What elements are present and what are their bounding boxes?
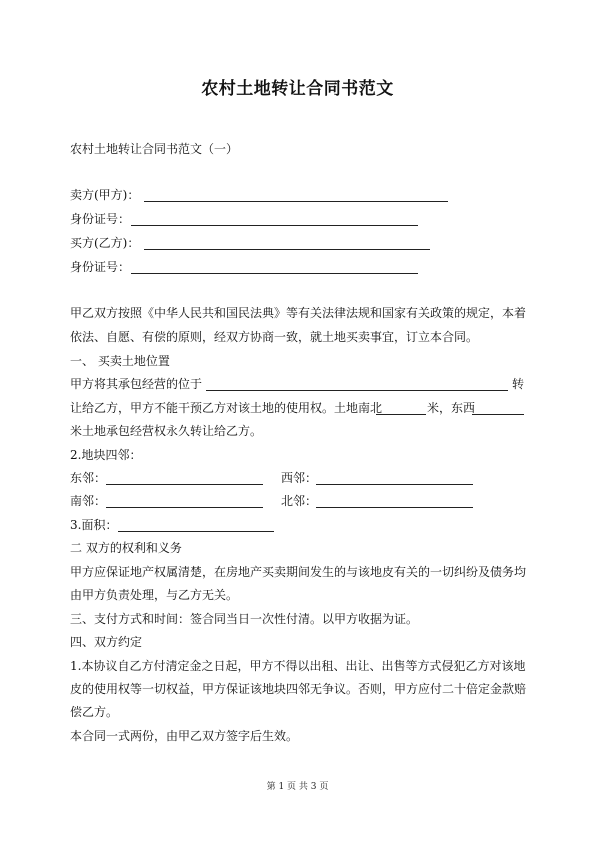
south-neighbor-label: 南邻：	[70, 494, 107, 508]
buyer-id-label: 身份证号：	[70, 260, 131, 274]
seller-id-label: 身份证号：	[70, 212, 131, 226]
section1-line3: 米土地承包经营权永久转让给乙方。	[70, 424, 263, 438]
section2-heading: 2.地块四邻：	[70, 448, 142, 462]
east-neighbor-blank	[106, 484, 263, 485]
seller-blank	[144, 201, 448, 202]
north-neighbor-blank	[316, 507, 473, 508]
intro-line-1: 甲乙双方按照《中华人民共和国民法典》等有关法律法规和国家有关政策的规定，本着	[70, 306, 527, 320]
buyer-id-blank	[131, 273, 418, 274]
buyer-blank	[144, 249, 430, 250]
west-neighbor-blank	[316, 484, 473, 485]
document-subtitle: 农村土地转让合同书范文（一）	[70, 142, 239, 156]
payment-text: 三、支付方式和时间：签合同当日一次性付清。以甲方收据为证。	[70, 612, 419, 626]
section1-line1-suffix: 转	[512, 377, 525, 391]
seller-label: 卖方(甲方)：	[70, 188, 140, 202]
seller-id-blank	[131, 225, 418, 226]
north-south-length-blank	[376, 414, 426, 415]
area-label: 3.面积：	[70, 518, 118, 532]
intro-line-2: 依法、自愿、有偿的原则，经双方协商一致，就土地买卖事宜，订立本合同。	[70, 330, 479, 344]
agreement-line-3: 偿乙方。	[70, 705, 119, 719]
rights-line-2: 由甲方负责处理，与乙方无关。	[70, 588, 239, 602]
east-neighbor-label: 东邻：	[70, 471, 107, 485]
north-neighbor-label: 北邻：	[281, 494, 318, 508]
rights-line-1: 甲方应保证地产权属清楚，在房地产买卖期间发生的与该地皮有关的一切纠纷及债务均	[70, 565, 527, 579]
section1-line2-part2: 米，东西	[427, 401, 476, 415]
document-title: 农村土地转让合同书范文	[201, 79, 394, 99]
agreement-heading: 四、双方约定	[70, 635, 143, 649]
section1-heading: 一、 买卖土地位置	[70, 354, 170, 368]
area-blank	[118, 531, 274, 532]
buyer-label: 买方(乙方)：	[70, 236, 140, 250]
section1-line2-part1: 让给乙方，甲方不能干预乙方对该土地的使用权。土地南北	[70, 401, 383, 415]
agreement-line-1: 1.本协议自乙方付清定金之日起，甲方不得以出租、出让、出售等方式侵犯乙方对该地	[70, 659, 526, 673]
west-neighbor-label: 西邻：	[281, 471, 318, 485]
east-west-length-blank	[472, 414, 524, 415]
section1-line1-prefix: 甲方将其承包经营的位于	[70, 377, 203, 391]
rights-heading: 二 双方的权利和义务	[70, 541, 182, 555]
agreement-line-2: 皮的使用权等一切权益，甲方保证该地块四邻无争议。否则，甲方应付二十倍定金款赔	[70, 682, 527, 696]
location-blank	[206, 390, 508, 391]
closing-text: 本合同一式两份，由甲乙双方签字后生效。	[70, 729, 299, 743]
page-number: 第 1 页 共 3 页	[266, 782, 329, 792]
south-neighbor-blank	[106, 507, 263, 508]
